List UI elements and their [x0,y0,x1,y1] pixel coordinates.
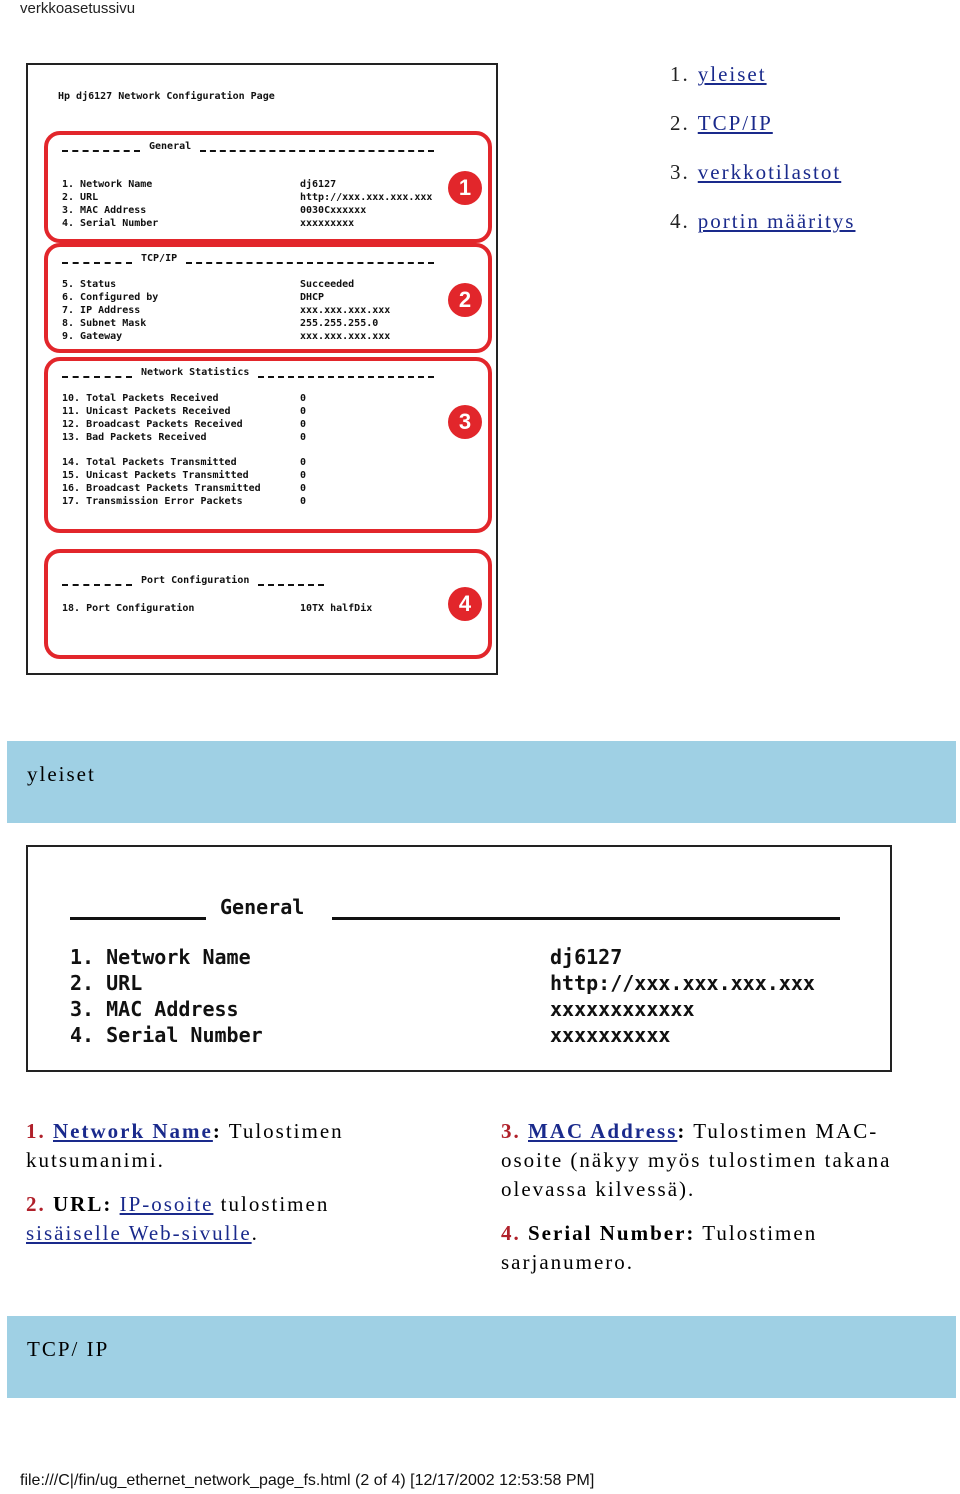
table-of-contents [670,62,855,258]
network-config-page-image [26,63,498,675]
group-heading: General [146,141,194,152]
toc-link-verkkotilastot[interactable]: verkkotilastot [697,160,842,184]
config-row: 4. Serial Number xxxxxxxxx [62,218,355,229]
internal-web-page-link[interactable]: sisäiselle Web-sivulle [26,1221,252,1245]
config-row: 6. Configured by DHCP [62,292,325,303]
group-heading-line [62,141,434,153]
description-url: 2. URL: IP-osoite tulostimen sisäiselle Web-sivulle. [26,1192,330,1245]
config-row: 9. Gateway xxx.xxx.xxx.xxx [62,331,391,342]
config-row: 8. Subnet Mask 255.255.255.0 [62,318,379,329]
config-row: 17. Transmission Error Packets 0 [62,496,307,507]
config-row: 2. URL http://xxx.xxx.xxx.xxx [62,192,433,203]
description-mac-address: 3. MAC Address: Tulostimen MAC-osoite (näkyy myös tulostimen takana olevassa kilvessä). [501,1119,892,1201]
config-row: 16. Broadcast Packets Transmitted 0 [62,483,307,494]
description-network-name: 1. Network Name: Tulostimen kutsumanimi. [26,1119,344,1172]
config-row: 5. Status Succeeded [62,279,355,290]
config-row: 7. IP Address xxx.xxx.xxx.xxx [62,305,391,316]
general-row: 4. Serial Number xxxxxxxxxx [70,1023,671,1047]
callout-number-badge: 4 [448,587,482,621]
toc-item-tcpip: 2. TCP/IP [670,111,773,135]
general-row: 3. MAC Address xxxxxxxxxxxx [70,997,695,1021]
group-heading: TCP/IP [138,253,180,264]
toc-item-portin-maaritys: 4. portin määritys [670,209,856,233]
description-column-right [501,1117,921,1292]
config-row: 18. Port Configuration 10TX halfDix [62,603,373,614]
group-heading: Port Configuration [138,575,252,586]
section-heading-tcpip: TCP/ IP [7,1316,956,1398]
config-row: 1. Network Name dj6127 [62,179,337,190]
config-row: 14. Total Packets Transmitted 0 [62,457,307,468]
toc-link-yleiset[interactable]: yleiset [697,62,767,86]
config-group-tcp-ip [44,243,492,353]
config-group-network-statistics [44,357,492,533]
config-group-general [44,131,492,243]
callout-number-badge: 2 [448,283,482,317]
callout-number-badge: 3 [448,405,482,439]
network-name-link[interactable]: Network Name [53,1119,213,1143]
general-row: 2. URL http://xxx.xxx.xxx.xxx [70,971,815,995]
description-serial-number: 4. Serial Number: Tulostimen sarjanumero. [501,1221,818,1274]
toc-link-portin-maaritys[interactable]: portin määritys [697,209,856,233]
config-page-title: Hp dj6127 Network Configuration Page [58,91,275,102]
toc-item-verkkotilastot: 3. verkkotilastot [670,160,842,184]
toc-link-tcpip[interactable]: TCP/IP [697,111,773,135]
config-row: 12. Broadcast Packets Received 0 [62,419,307,430]
config-row: 3. MAC Address 0030Cxxxxxx [62,205,367,216]
general-title: General [220,895,305,919]
group-heading: Network Statistics [138,367,252,378]
page-header-title: verkkoasetussivu [20,0,136,17]
config-row: 10. Total Packets Received 0 [62,393,307,404]
description-column-left [26,1117,426,1263]
config-row: 15. Unicast Packets Transmitted 0 [62,470,307,481]
callout-number-badge: 1 [448,171,482,205]
group-heading-line [62,367,434,379]
config-row: 13. Bad Packets Received 0 [62,432,307,443]
general-row: 1. Network Name dj6127 [70,945,623,969]
page-footer-url: file:///C|/fin/ug_ethernet_network_page_fs.html (2 of 4) [12/17/2002 12:53:58 PM] [20,1472,595,1489]
mac-address-link[interactable]: MAC Address [528,1119,678,1143]
group-heading-line [62,253,434,265]
general-title-line [70,895,840,919]
general-section-image [26,845,892,1072]
config-group-port-configuration [44,549,492,659]
group-heading-line [62,575,434,587]
section-heading-yleiset: yleiset [7,741,956,823]
config-row: 11. Unicast Packets Received 0 [62,406,307,417]
ip-address-link[interactable]: IP-osoite [119,1192,214,1216]
toc-item-yleiset: 1. yleiset [670,62,767,86]
